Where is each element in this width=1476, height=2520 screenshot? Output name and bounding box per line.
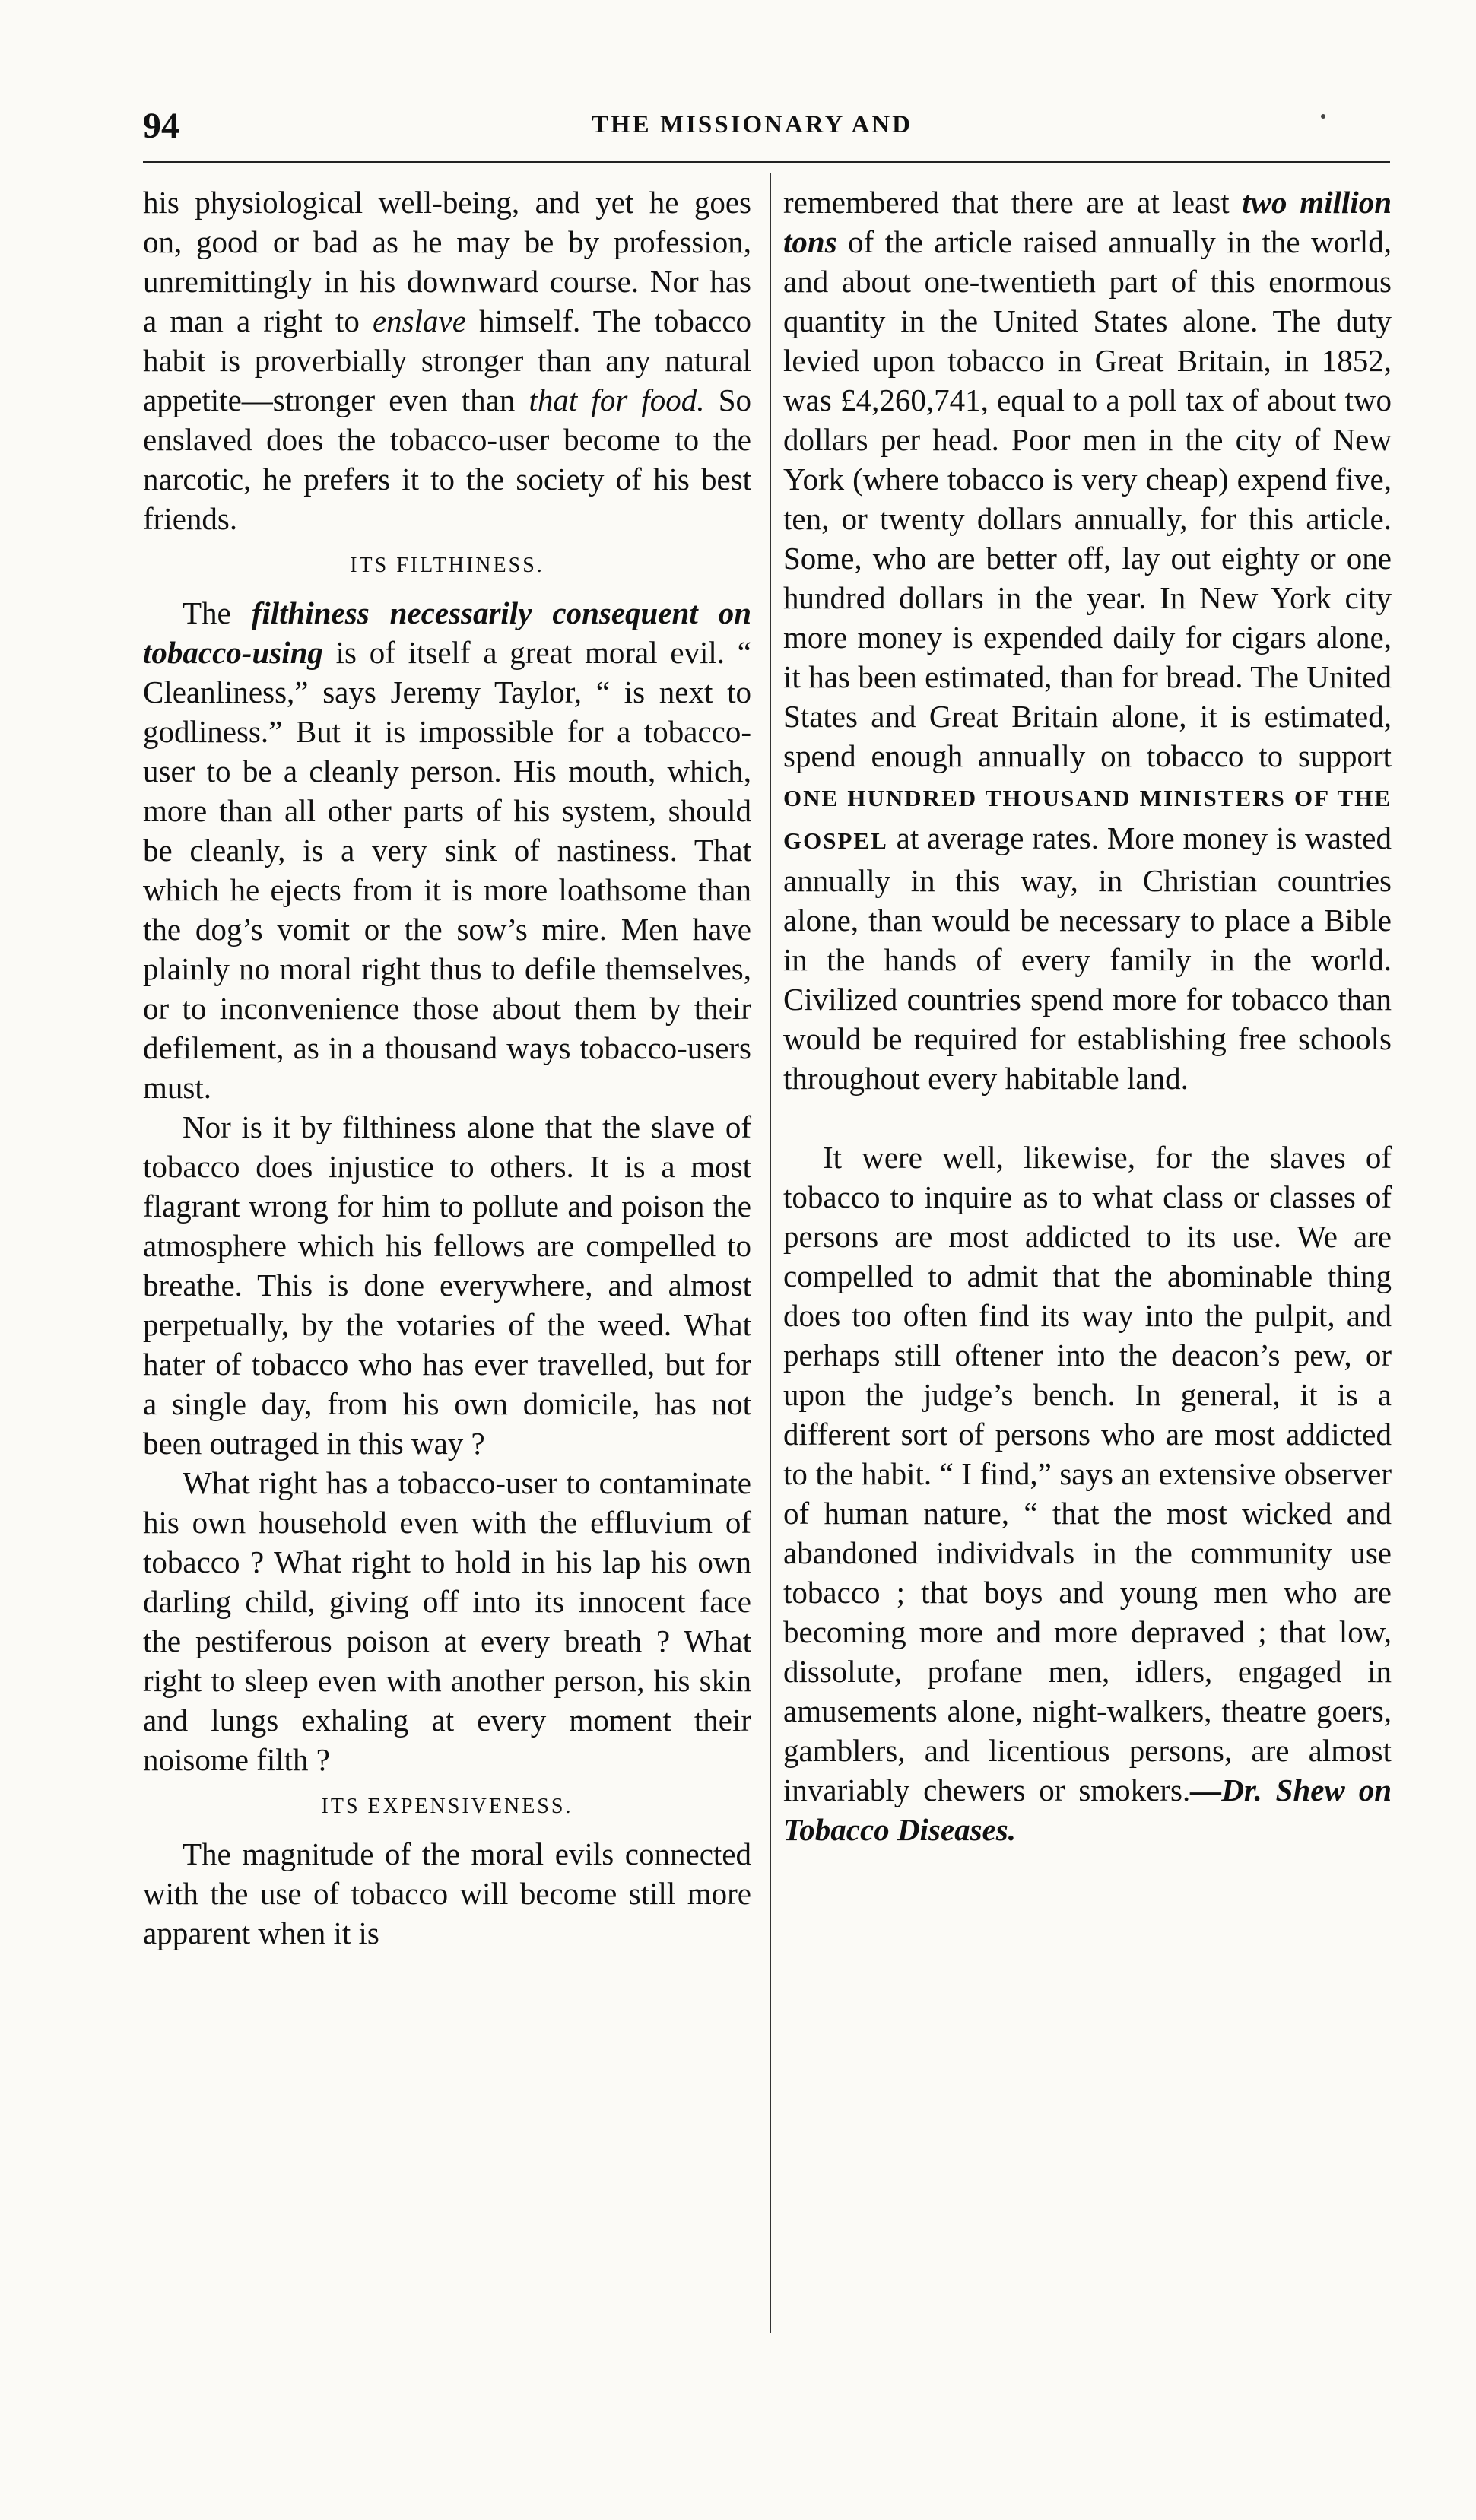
page-header — [143, 105, 1390, 151]
page-number: 94 — [143, 106, 179, 146]
paragraph: The filthiness necessarily consequent on tobacco-using is of itself a great moral evil. “ Cleanliness,” says Jeremy Taylor, “ is next to godliness.” But it is impossible for a tobacco-user to be a cleanly person. His mouth, which, more than all other parts of his system, should be cleanly, is a very sink of nastiness. That which he ejects from it is more loathsome than the dog’s vomit or the sow’s mire. Men have plainly no moral right thus to defile themselves, or to inconvenience those about them by their defilement, as in a thousand ways tobacco-users must. — [143, 595, 751, 1105]
paragraph: The magnitude of the moral evils connected with the use of tobacco will become still more apparent when it is — [143, 1836, 751, 1950]
column-divider — [770, 173, 771, 2333]
paragraph: Nor is it by filthiness alone that the slave of tobacco does injustice to others. It is a most flagrant wrong for him to pollute and poison the atmosphere which his fellows are compelled to breathe. This is done everywhere, and almost perpetually, by the votaries of the weed. What hater of tobacco who has ever travelled, but for a single day, from his own domicile, has not been outraged in this way ? — [143, 1109, 751, 1461]
print-speck — [1321, 114, 1325, 119]
paragraph: It were well, likewise, for the slaves of tobacco to inquire as to what class or classes of persons are most addicted to its use. We are compelled to admit that the abominable thing does too often find its way into the pulpit, and perhaps still oftener into the deacon’s pew, or upon the judge’s bench. In general, it is a different sort of persons who are most addicted to the habit. “ I find,” says an extensive observer of human nature, “ that the most wicked and abandoned individvals in the community use tobacco ; that boys and young men who are becoming more and more depraved ; that low, dissolute, profane men, idlers, engaged in amusements alone, night-walkers, theatre goers, gamblers, and licentious persons, are almost invariably chewers or smokers.—Dr. Shew on Tobacco Diseases. — [783, 1140, 1392, 1847]
running-title: THE MISSIONARY AND — [592, 111, 913, 138]
section-heading-expensiveness: ITS EXPENSIVENESS. — [321, 1795, 573, 1818]
citation: —Dr. Shew on Tobacco Diseases. — [783, 1773, 1392, 1847]
paragraph: remembered that there are at least two million tons of the article raised annually in the world, and about one-twentieth part of this enormous quantity in the United States alone. The duty levied upon tobacco in Great Britain, in 1852, was £4,260,741, equal to a poll tax of about two dollars per head. Poor men in the city of New York (where tobacco is very cheap) expend five, ten, or twenty dollars annually, for this article. Some, who are better off, lay out eighty or one hundred dollars in the year. In New York city more money is expended daily for cigars alone, it has been estimated, than for bread. The United States and Great Britain alone, it is estimated, spend enough annually on tobacco to support ONE HUNDRED THOUSAND MINISTERS OF THE GOSPEL at average rates. More money is wasted annually in this way, in Christian countries alone, than would be necessary to place a Bible in the hands of every family in the world. Civilized countries spend more for tobacco than would be required for establishing free schools throughout every habitable land. — [783, 185, 1392, 1096]
right-column — [783, 182, 1392, 1849]
section-heading-filthiness: ITS FILTHINESS. — [350, 554, 544, 577]
paragraph: his physiological well-being, and yet he goes on, good or bad as he may be by profession, unremittingly in his downward course. Nor has a man a right to enslave himself. The tobacco habit is proverbially stronger than any natural appetite—stronger even than that for food. So enslaved does the tobacco-user become to the narcotic, he prefers it to the society of his best friends. — [143, 185, 752, 536]
left-column — [143, 182, 751, 1953]
paragraph: What right has a tobacco-user to contaminate his own household even with the effluvium of tobacco ? What right to hold in his lap his own darling child, giving off into its innocent face the pestiferous poison at every breath ? What right to sleep even with another person, his skin and lungs exhaling at every moment their noisome filth ? — [143, 1465, 751, 1777]
header-rule — [143, 161, 1390, 163]
